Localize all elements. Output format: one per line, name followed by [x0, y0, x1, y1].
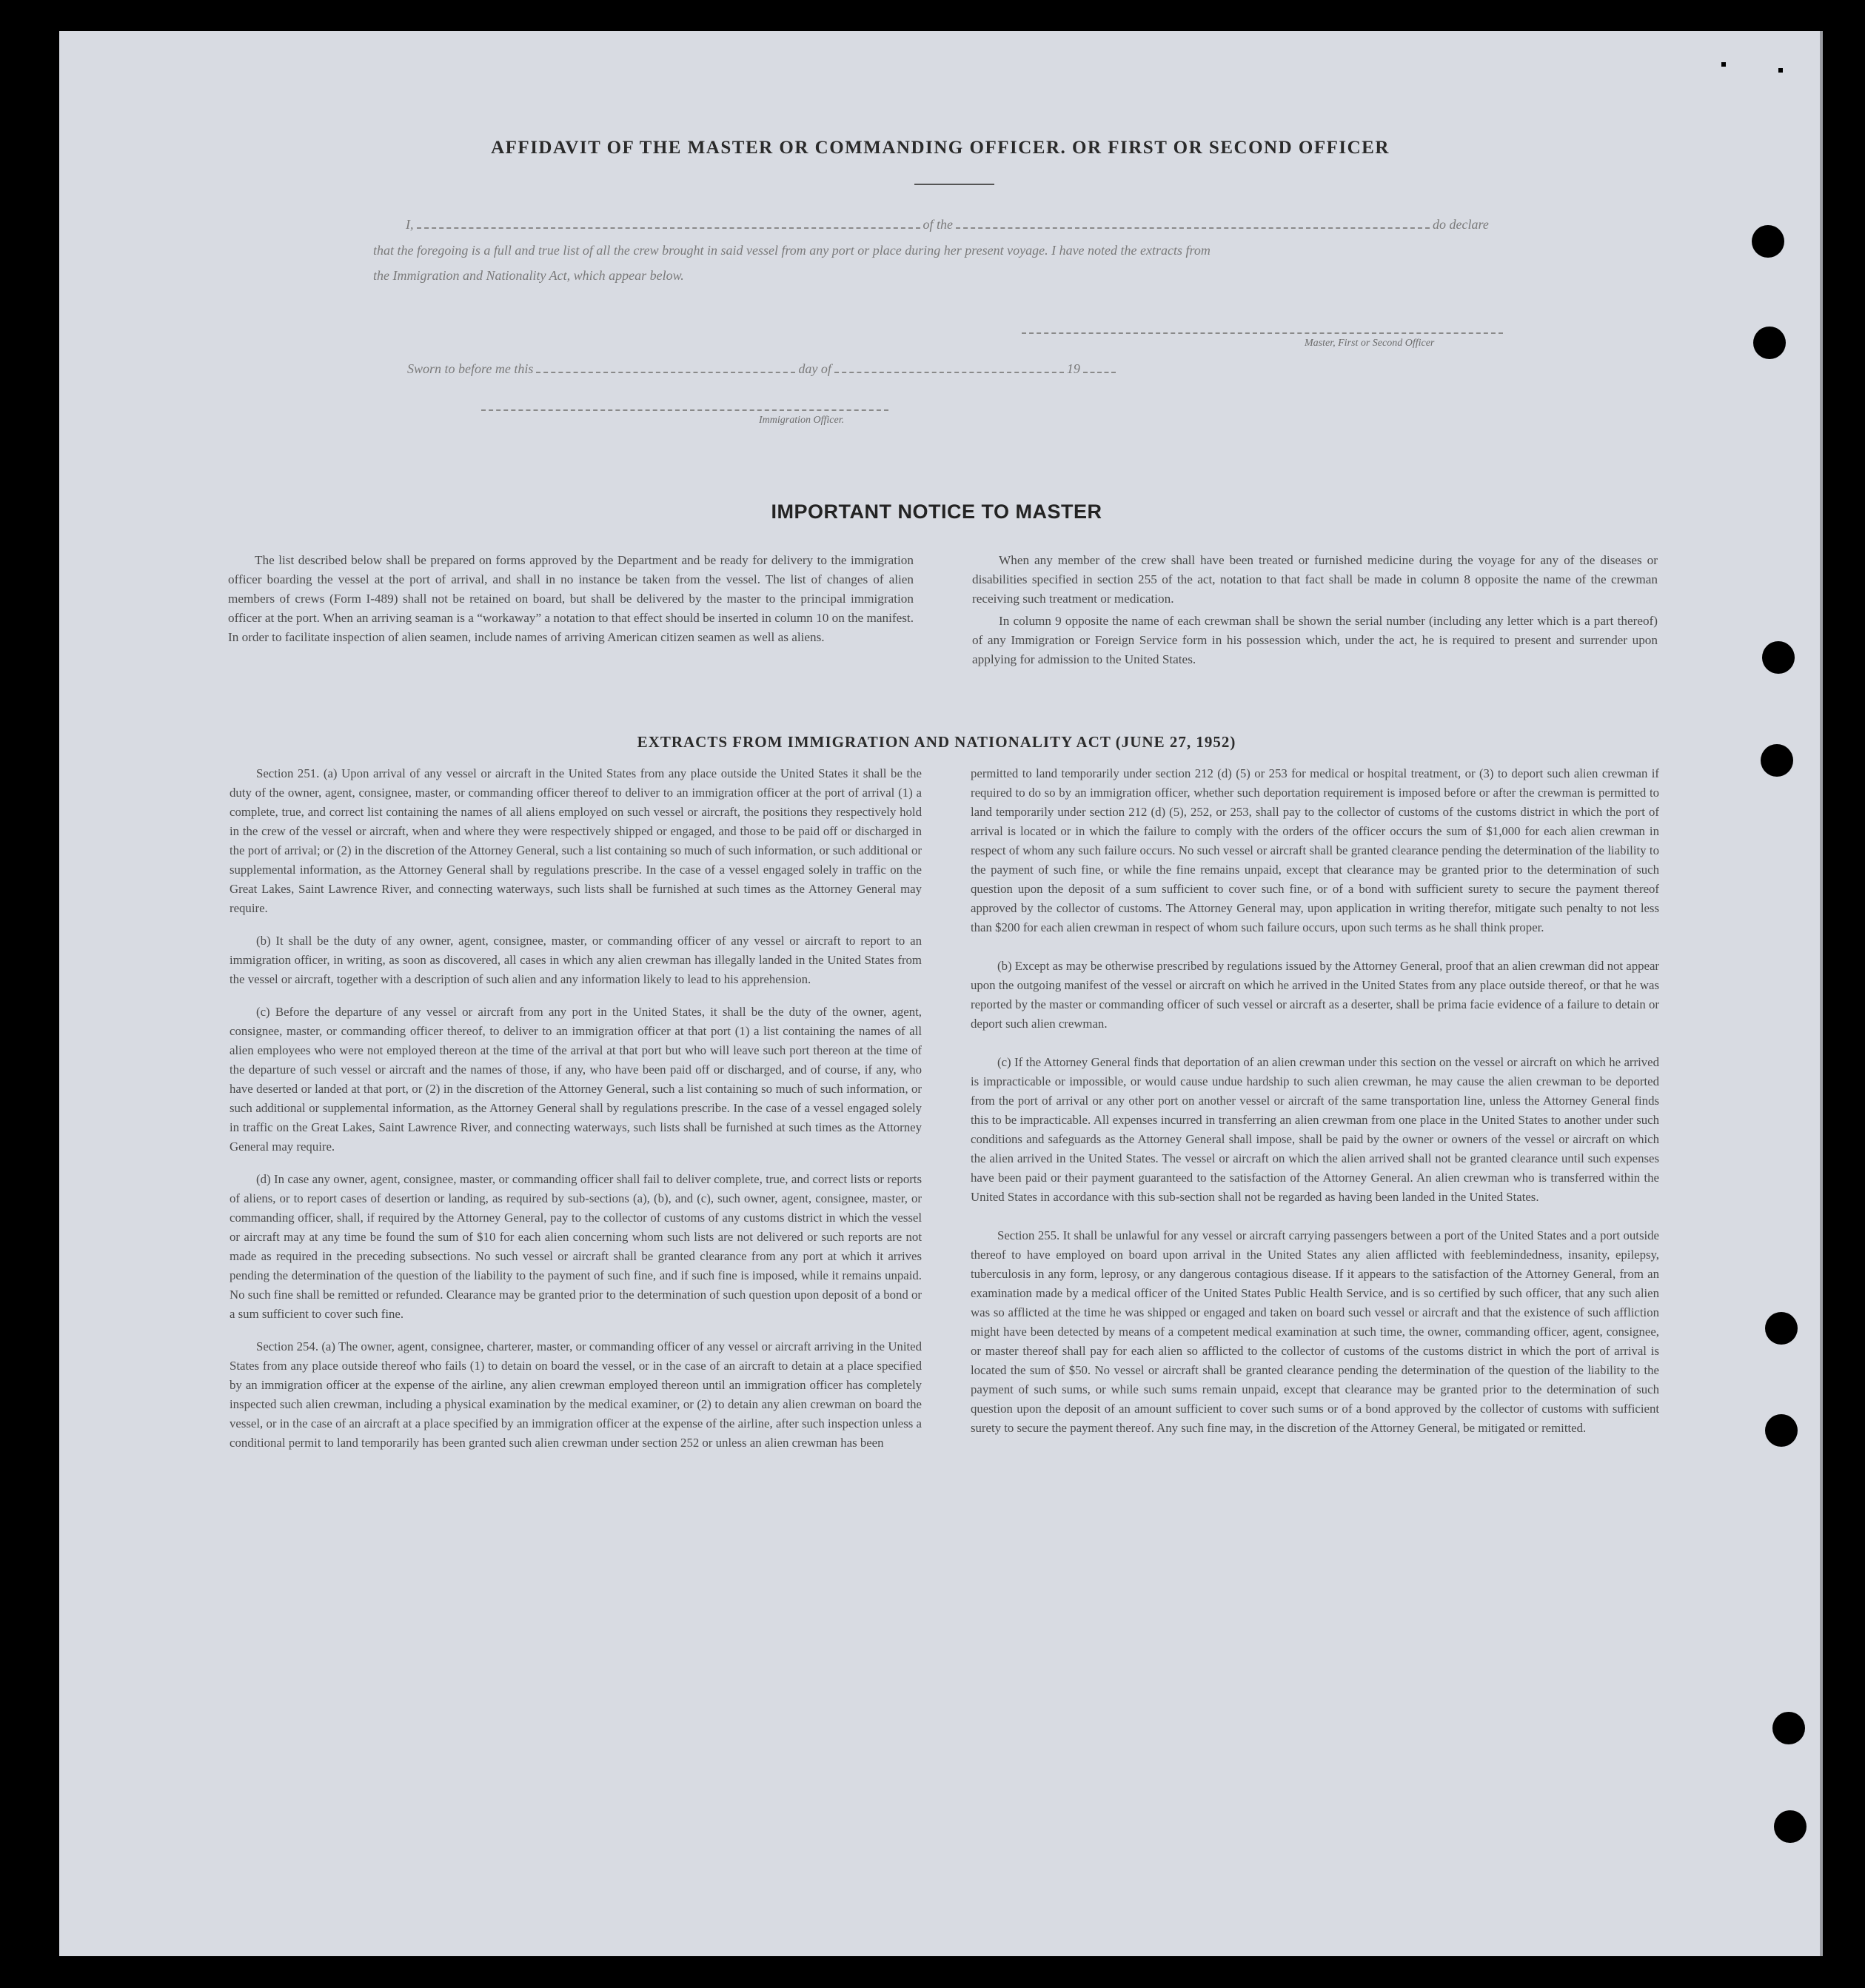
- affidavit-title: AFFIDAVIT OF THE MASTER OR COMMANDING OFFICER. OR FIRST OR SECOND OFFICER: [491, 138, 1390, 158]
- extract-section-251c: (c) Before the departure of any vessel or aircraft from any port in the United States, it shall be the duty of the owner, agent, consignee, master, or commanding officer thereof, to deliver to an immigration officer at that port (1) a list containing the names of all alien employees who were not employed thereon at the time of the arrival at that port but who will leave such port thereon at the time of the departure of such vessel or aircraft and the names of those, if any, who have been paid off or discharged, and of course, if any, who have deserted or landed at that port, or (2) in the discretion of the Attorney General, such a list containing so much of such information, or such additional or supplemental information, as the Attorney General shall by regulations prescribe. In the case of a vessel engaged solely in traffic on the Great Lakes, Saint Lawrence River, and connecting waterways, such lists shall be furnished at such times as the Attorney General may require.: [230, 1005, 922, 1154]
- punch-hole: [1765, 1414, 1798, 1447]
- affidavit-line1-start: I,: [406, 217, 414, 232]
- sworn-month-blank[interactable]: [834, 363, 1064, 373]
- officer-caption: Immigration Officer.: [759, 415, 845, 426]
- extracts-left-column: [230, 764, 922, 1466]
- notice-right-column: [972, 551, 1658, 678]
- extract-section-251b: (b) It shall be the duty of any owner, agent, consignee, master, or commanding officer of any vessel or aircraft to report to an immigration officer, in writing, as soon as discovered, all cases in which any alien crewman has illegally landed in the United States from the vessel or aircraft, together with a description of such alien and any information likely to lead to his apprehension.: [230, 934, 922, 986]
- affidavit-line-3: the Immigration and Nationality Act, which appear below.: [373, 268, 684, 283]
- title-rule: [914, 184, 994, 185]
- extracts-right-column: [971, 764, 1659, 1451]
- name-blank[interactable]: [417, 218, 920, 229]
- sworn-year: 19: [1066, 361, 1080, 376]
- speck: [1778, 68, 1783, 73]
- vessel-blank[interactable]: [956, 218, 1430, 229]
- affidavit-line-2: that the foregoing is a full and true list of all the crew brought in said vessel from any port or place during her present voyage. I have noted the extracts from: [373, 243, 1211, 258]
- notice-left-paragraph: The list described below shall be prepared on forms approved by the Department and be ready for delivery to the immigration officer boarding the vessel at the port of arrival, and shall in no instance be taken from the vessel. The list of changes of alien members of crews (Form I-489) shall not be retained on board, but shall be delivered by the master to the principal immigration officer at the port. When an arriving seaman is a “workaway” a notation to that effect should be inserted in column 10 on the manifest. In order to facilitate inspection of alien seamen, include names of arriving American citizen seamen as well as aliens.: [228, 553, 914, 644]
- sworn-day: day of: [798, 361, 831, 376]
- notice-right-paragraph-1: When any member of the crew shall have been treated or furnished medicine during the voyage for any of the diseases or disabilities specified in section 255 of the act, notation to that fact shall be made in column 8 opposite the name of the crewman receiving such treatment or medication.: [972, 553, 1658, 606]
- extract-section-251a: Section 251. (a) Upon arrival of any vessel or aircraft in the United States from any place outside the United States it shall be the duty of the owner, agent, consignee, master, or commanding officer thereof to deliver to an immigration officer at the port of arrival (1) a complete, true, and correct list containing the names of all aliens employed on such vessel or aircraft, the positions they respectively hold in the crew of the vessel or aircraft, when and where they were respectively shipped or engaged, and those to be paid off or discharged in the port of arrival; or (2) in the discretion of the Attorney General, such a list containing so much of such information, or such additional or supplemental information, as the Attorney General shall by regulations prescribe. In the case of a vessel engaged solely in traffic on the Great Lakes, Saint Lawrence River, and connecting waterways, such lists shall be furnished at such times as the Attorney General may require.: [230, 766, 922, 915]
- punch-hole: [1765, 1312, 1798, 1345]
- punch-hole: [1752, 225, 1784, 258]
- punch-hole: [1762, 641, 1795, 674]
- speck: [1721, 62, 1726, 67]
- sworn-year-blank[interactable]: [1083, 363, 1116, 373]
- notice-right-paragraph-2: In column 9 opposite the name of each crewman shall be shown the serial number (including any letter which is a part thereof) of any Immigration or Foreign Service form in his possession which, under the act, he is required to present and surrender upon applying for admission to the United States.: [972, 614, 1658, 666]
- extract-section-254a: Section 254. (a) The owner, agent, consignee, charterer, master, or commanding officer of any vessel or aircraft arriving in the United States from any place outside thereof who fails (1) to detain on board the vessel, or in the case of an aircraft to detain at a place specified by an immigration officer at the expense of the airline, any alien crewman employed thereon until an immigration officer has completely inspected such alien crewman, including a physical examination by the medical examiner, or (2) to detain any alien crewman on board the vessel, or in the case of an aircraft at a place specified by an immigration officer at the expense of the airline, after such inspection unless a conditional permit to land temporarily has been granted such alien crewman under section 252 or unless an alien crewman has been: [230, 1339, 922, 1450]
- extract-section-251d: (d) In case any owner, agent, consignee, master, or commanding officer shall fail to deliver complete, true, and correct lists or reports of aliens, or to report cases of desertion or landing, as required by sub-sections (a), (b), and (c), such owner, agent, consignee, master, or commanding officer, shall, if required by the Attorney General, pay to the collector of customs of any customs district in which the vessel or aircraft may at any time be found the sum of $10 for each alien concerning whom such lists are not delivered or such reports are not made as required in the preceding subsections. No such vessel or aircraft shall be granted clearance from any port at which it arrives pending the determination of the question of the liability to the payment of such fine, and if such fine is imposed, while it remains unpaid. No such fine shall be remitted or refunded. Clearance may be granted prior to the determination of such question upon deposit of a bond or a sum sufficient to cover such fine.: [230, 1172, 922, 1321]
- punch-hole: [1761, 744, 1793, 777]
- page-edge: [1820, 31, 1823, 1956]
- notice-heading: IMPORTANT NOTICE TO MASTER: [771, 501, 1102, 523]
- affidavit-line1-end: do declare: [1433, 217, 1489, 232]
- notice-left-column: [228, 551, 914, 656]
- extract-section-254c: (c) If the Attorney General finds that deportation of an alien crewman under this section on the vessel or aircraft on which he arrived is impracticable or impossible, or would cause undue hardship to such alien crewman, he may cause the alien crewman to be deported from the port of arrival or any other port on another vessel or aircraft of the same transportation line, unless the Attorney General finds this to be impracticable. All expenses incurred in transferring an alien crewman from one place in the United States to another under such conditions and safeguards as the Attorney General shall impose, shall be paid by the owner or owners of the vessel or aircraft on which the alien arrived in the United States. The vessel or aircraft on which the alien arrived shall not be granted clearance until such expenses have been paid or their payment guaranteed to the satisfaction of the Attorney General. An alien crewman who is transferred within the United States in accordance with this sub-section shall not be regarded as having been landed in the United States.: [971, 1055, 1659, 1204]
- punch-hole: [1774, 1810, 1807, 1843]
- extract-section-254a-cont: permitted to land temporarily under section 212 (d) (5) or 253 for medical or hospital treatment, or (3) to deport such alien crewman if required to do so by an immigration officer, whether such deportation requirement is imposed before or after the crewman is permitted to land temporarily under section 212 (d) (5), 252, or 253, shall pay to the collector of customs of the customs district in which the port of arrival is located or in which the failure to comply with the orders of the officer occurs the sum of $1,000 for each alien crewman in respect of whom any such failure occurs. No such vessel or aircraft shall be granted clearance pending the determination of the liability to the payment of such fine, or while the fine remains unpaid, except that clearance may be granted prior to the determination of such question upon the deposit of a sum sufficient to cover such fine, or of a bond with sufficient surety to secure the payment thereof approved by the collector of customs. The Attorney General may, upon application in writing therefor, mitigate such penalty to not less than $200 for each alien crewman in respect of whom such failure occurs, upon such terms as he shall think proper.: [971, 766, 1659, 934]
- affidavit-line1-mid: of the: [923, 217, 953, 232]
- punch-hole: [1753, 327, 1786, 359]
- sworn-start: Sworn to before me this: [407, 361, 534, 376]
- master-caption: Master, First or Second Officer: [1305, 338, 1435, 349]
- extracts-heading: EXTRACTS FROM IMMIGRATION AND NATIONALITY ACT (JUNE 27, 1952): [637, 733, 1236, 751]
- extract-section-255: Section 255. It shall be unlawful for any vessel or aircraft carrying passengers between a port of the United States and a port outside thereof to have employed on board upon arrival in the United States any alien afflicted with feeblemindedness, insanity, epilepsy, tuberculosis in any form, leprosy, or any dangerous contagious disease. If it appears to the satisfaction of the Attorney General, from an examination made by a medical officer of the United States Public Health Service, and is so certified by such officer, that any such alien was so afflicted at the time he was shipped or engaged and taken on board such vessel or aircraft and that the existence of such affliction might have been detected by means of a competent medical examination at such time, the owner, commanding officer, agent, consignee, or master thereof shall pay for each alien so afflicted to the collector of customs of the customs district in which the port of arrival is located the sum of $50. No vessel or aircraft shall be granted clearance pending the determination of the question of the liability to the payment of such sums, or while such sums remain unpaid, except that clearance may be granted prior to the determination of such question upon the deposit of an amount sufficient to cover such sums or of a bond approved by the collector of customs with sufficient surety to secure the payment thereof. Any such fine may, in the discretion of the Attorney General, be mitigated or remitted.: [971, 1228, 1659, 1435]
- master-signature-line[interactable]: [1022, 332, 1503, 334]
- sworn-line: [407, 361, 1119, 377]
- sworn-date-blank[interactable]: [536, 363, 795, 373]
- punch-hole: [1772, 1712, 1805, 1744]
- extract-section-254b: (b) Except as may be otherwise prescribed by regulations issued by the Attorney General, proof that an alien crewman did not appear upon the outgoing manifest of the vessel or aircraft on which he arrived in the United States from any place outside thereof, or that he was reported by the master or commanding officer of such vessel or aircraft as a deserter, shall be prima facie evidence of a failure to detain or deport such alien crewman.: [971, 959, 1659, 1031]
- affidavit-line-1: [406, 217, 1489, 232]
- officer-signature-line[interactable]: [481, 409, 888, 411]
